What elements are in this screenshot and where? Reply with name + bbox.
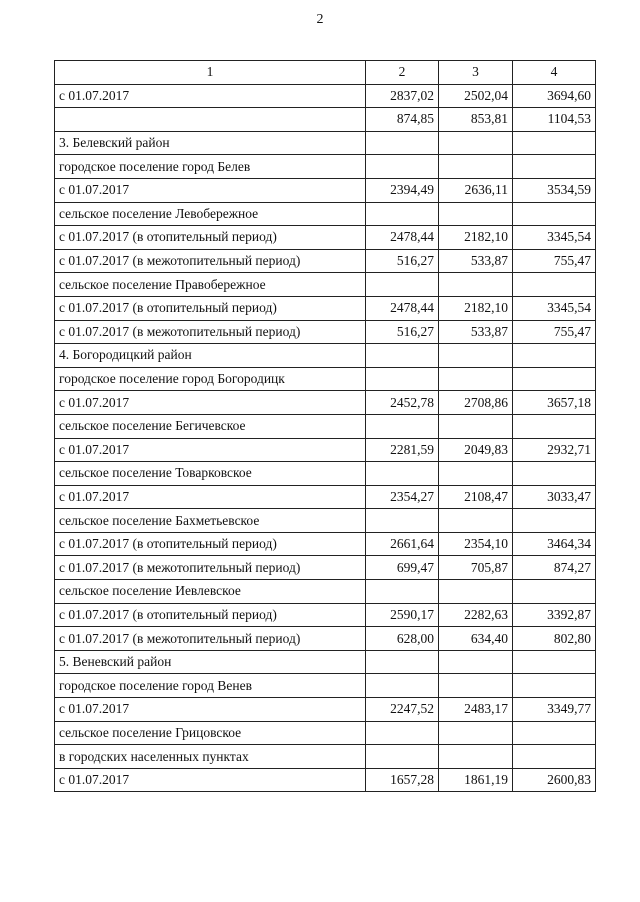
value-cell-col-3: 2502,04 (439, 84, 513, 108)
value-cell-col-4 (513, 580, 596, 604)
value-cell-col-3: 2708,86 (439, 391, 513, 415)
row-label-cell: 4. Богородицкий район (55, 344, 366, 368)
value-cell-col-2: 699,47 (366, 556, 439, 580)
value-cell-col-3 (439, 580, 513, 604)
table-row (55, 580, 596, 604)
value-cell-col-3: 2049,83 (439, 438, 513, 462)
value-cell-col-2 (366, 414, 439, 438)
row-label-cell (55, 108, 366, 132)
value-cell-col-2 (366, 273, 439, 297)
table-row (55, 178, 596, 202)
row-label-cell: сельское поселение Левобережное (55, 202, 366, 226)
value-cell-col-2: 2452,78 (366, 391, 439, 415)
table-row (55, 438, 596, 462)
table-row (55, 296, 596, 320)
table-row (55, 273, 596, 297)
header-cell-3: 3 (439, 61, 513, 85)
value-cell-col-3: 2182,10 (439, 296, 513, 320)
value-cell-col-3: 705,87 (439, 556, 513, 580)
row-label-cell: с 01.07.2017 (в отопительный период) (55, 532, 366, 556)
value-cell-col-4 (513, 462, 596, 486)
row-label-cell: с 01.07.2017 (в межотопительный период) (55, 249, 366, 273)
value-cell-col-2 (366, 462, 439, 486)
value-cell-col-4: 874,27 (513, 556, 596, 580)
table-row (55, 202, 596, 226)
value-cell-col-2: 1657,28 (366, 768, 439, 792)
value-cell-col-4 (513, 367, 596, 391)
value-cell-col-4: 802,80 (513, 627, 596, 651)
row-label-cell: с 01.07.2017 (55, 438, 366, 462)
row-label-cell: с 01.07.2017 (55, 485, 366, 509)
value-cell-col-3: 853,81 (439, 108, 513, 132)
value-cell-col-4 (513, 509, 596, 533)
value-cell-col-4 (513, 414, 596, 438)
table-row (55, 627, 596, 651)
value-cell-col-3 (439, 273, 513, 297)
value-cell-col-4: 2600,83 (513, 768, 596, 792)
tariff-table (54, 60, 596, 792)
value-cell-col-2: 516,27 (366, 320, 439, 344)
value-cell-col-3: 2354,10 (439, 532, 513, 556)
row-label-cell: 5. Веневский район (55, 650, 366, 674)
value-cell-col-3: 2636,11 (439, 178, 513, 202)
value-cell-col-4: 755,47 (513, 320, 596, 344)
row-label-cell: с 01.07.2017 (в межотопительный период) (55, 320, 366, 344)
value-cell-col-4 (513, 674, 596, 698)
header-cell-4: 4 (513, 61, 596, 85)
value-cell-col-2 (366, 131, 439, 155)
value-cell-col-2 (366, 367, 439, 391)
row-label-cell: сельское поселение Бахметьевское (55, 509, 366, 533)
value-cell-col-3 (439, 344, 513, 368)
row-label-cell: городское поселение город Белев (55, 155, 366, 179)
table-row (55, 344, 596, 368)
value-cell-col-3: 2282,63 (439, 603, 513, 627)
value-cell-col-3 (439, 462, 513, 486)
value-cell-col-3 (439, 745, 513, 769)
value-cell-col-4: 3657,18 (513, 391, 596, 415)
value-cell-col-4: 3345,54 (513, 226, 596, 250)
table-row (55, 698, 596, 722)
row-label-cell: с 01.07.2017 (55, 698, 366, 722)
value-cell-col-4: 3392,87 (513, 603, 596, 627)
table-header-row (55, 61, 596, 85)
table-row (55, 108, 596, 132)
header-cell-1: 1 (55, 61, 366, 85)
value-cell-col-3: 634,40 (439, 627, 513, 651)
value-cell-col-2 (366, 155, 439, 179)
value-cell-col-2: 2661,64 (366, 532, 439, 556)
value-cell-col-2 (366, 674, 439, 698)
value-cell-col-3: 533,87 (439, 320, 513, 344)
table-row (55, 414, 596, 438)
value-cell-col-4 (513, 131, 596, 155)
value-cell-col-2: 2354,27 (366, 485, 439, 509)
value-cell-col-2 (366, 580, 439, 604)
value-cell-col-3: 2483,17 (439, 698, 513, 722)
table-row (55, 603, 596, 627)
value-cell-col-4 (513, 344, 596, 368)
value-cell-col-2: 516,27 (366, 249, 439, 273)
value-cell-col-4: 1104,53 (513, 108, 596, 132)
value-cell-col-3 (439, 721, 513, 745)
value-cell-col-4: 3345,54 (513, 296, 596, 320)
row-label-cell: сельское поселение Грицовское (55, 721, 366, 745)
value-cell-col-3: 2182,10 (439, 226, 513, 250)
value-cell-col-2: 2394,49 (366, 178, 439, 202)
value-cell-col-4 (513, 745, 596, 769)
row-label-cell: 3. Белевский район (55, 131, 366, 155)
value-cell-col-4: 2932,71 (513, 438, 596, 462)
value-cell-col-2: 2478,44 (366, 226, 439, 250)
value-cell-col-3 (439, 131, 513, 155)
table-row (55, 462, 596, 486)
page-number: 2 (316, 12, 324, 27)
value-cell-col-3: 1861,19 (439, 768, 513, 792)
value-cell-col-2 (366, 509, 439, 533)
table-row (55, 391, 596, 415)
row-label-cell: с 01.07.2017 (55, 84, 366, 108)
value-cell-col-4: 3464,34 (513, 532, 596, 556)
table-row (55, 155, 596, 179)
table-row (55, 226, 596, 250)
table-row (55, 556, 596, 580)
row-label-cell: в городских населенных пунктах (55, 745, 366, 769)
value-cell-col-2: 628,00 (366, 627, 439, 651)
row-label-cell: с 01.07.2017 (в межотопительный период) (55, 556, 366, 580)
value-cell-col-2: 2478,44 (366, 296, 439, 320)
row-label-cell: с 01.07.2017 (в отопительный период) (55, 603, 366, 627)
row-label-cell: с 01.07.2017 (в отопительный период) (55, 226, 366, 250)
row-label-cell: сельское поселение Правобережное (55, 273, 366, 297)
value-cell-col-4 (513, 650, 596, 674)
table-row (55, 485, 596, 509)
table-row (55, 131, 596, 155)
value-cell-col-2 (366, 344, 439, 368)
row-label-cell: с 01.07.2017 (в отопительный период) (55, 296, 366, 320)
value-cell-col-3 (439, 367, 513, 391)
row-label-cell: с 01.07.2017 (55, 178, 366, 202)
table-row (55, 532, 596, 556)
value-cell-col-4 (513, 155, 596, 179)
table-row (55, 721, 596, 745)
value-cell-col-3 (439, 414, 513, 438)
header-cell-2: 2 (366, 61, 439, 85)
table-row (55, 509, 596, 533)
row-label-cell: городское поселение город Богородицк (55, 367, 366, 391)
value-cell-col-2: 874,85 (366, 108, 439, 132)
value-cell-col-3 (439, 674, 513, 698)
value-cell-col-2: 2281,59 (366, 438, 439, 462)
value-cell-col-3 (439, 202, 513, 226)
value-cell-col-3 (439, 155, 513, 179)
table-row (55, 674, 596, 698)
value-cell-col-4: 3694,60 (513, 84, 596, 108)
table-row (55, 650, 596, 674)
value-cell-col-2: 2590,17 (366, 603, 439, 627)
table-row (55, 320, 596, 344)
value-cell-col-4 (513, 202, 596, 226)
value-cell-col-2 (366, 721, 439, 745)
table-row (55, 745, 596, 769)
row-label-cell: сельское поселение Иевлевское (55, 580, 366, 604)
value-cell-col-4: 3349,77 (513, 698, 596, 722)
value-cell-col-3: 2108,47 (439, 485, 513, 509)
value-cell-col-4: 3033,47 (513, 485, 596, 509)
value-cell-col-2 (366, 650, 439, 674)
value-cell-col-4 (513, 273, 596, 297)
row-label-cell: сельское поселение Бегичевское (55, 414, 366, 438)
value-cell-col-3 (439, 509, 513, 533)
value-cell-col-2 (366, 202, 439, 226)
table-row (55, 84, 596, 108)
row-label-cell: с 01.07.2017 (55, 768, 366, 792)
value-cell-col-2: 2837,02 (366, 84, 439, 108)
row-label-cell: городское поселение город Венев (55, 674, 366, 698)
value-cell-col-4 (513, 721, 596, 745)
value-cell-col-2 (366, 745, 439, 769)
row-label-cell: с 01.07.2017 (55, 391, 366, 415)
table-row (55, 249, 596, 273)
value-cell-col-4: 755,47 (513, 249, 596, 273)
table-row (55, 367, 596, 391)
row-label-cell: с 01.07.2017 (в межотопительный период) (55, 627, 366, 651)
row-label-cell: сельское поселение Товарковское (55, 462, 366, 486)
table-row (55, 768, 596, 792)
value-cell-col-3: 533,87 (439, 249, 513, 273)
value-cell-col-2: 2247,52 (366, 698, 439, 722)
value-cell-col-3 (439, 650, 513, 674)
value-cell-col-4: 3534,59 (513, 178, 596, 202)
